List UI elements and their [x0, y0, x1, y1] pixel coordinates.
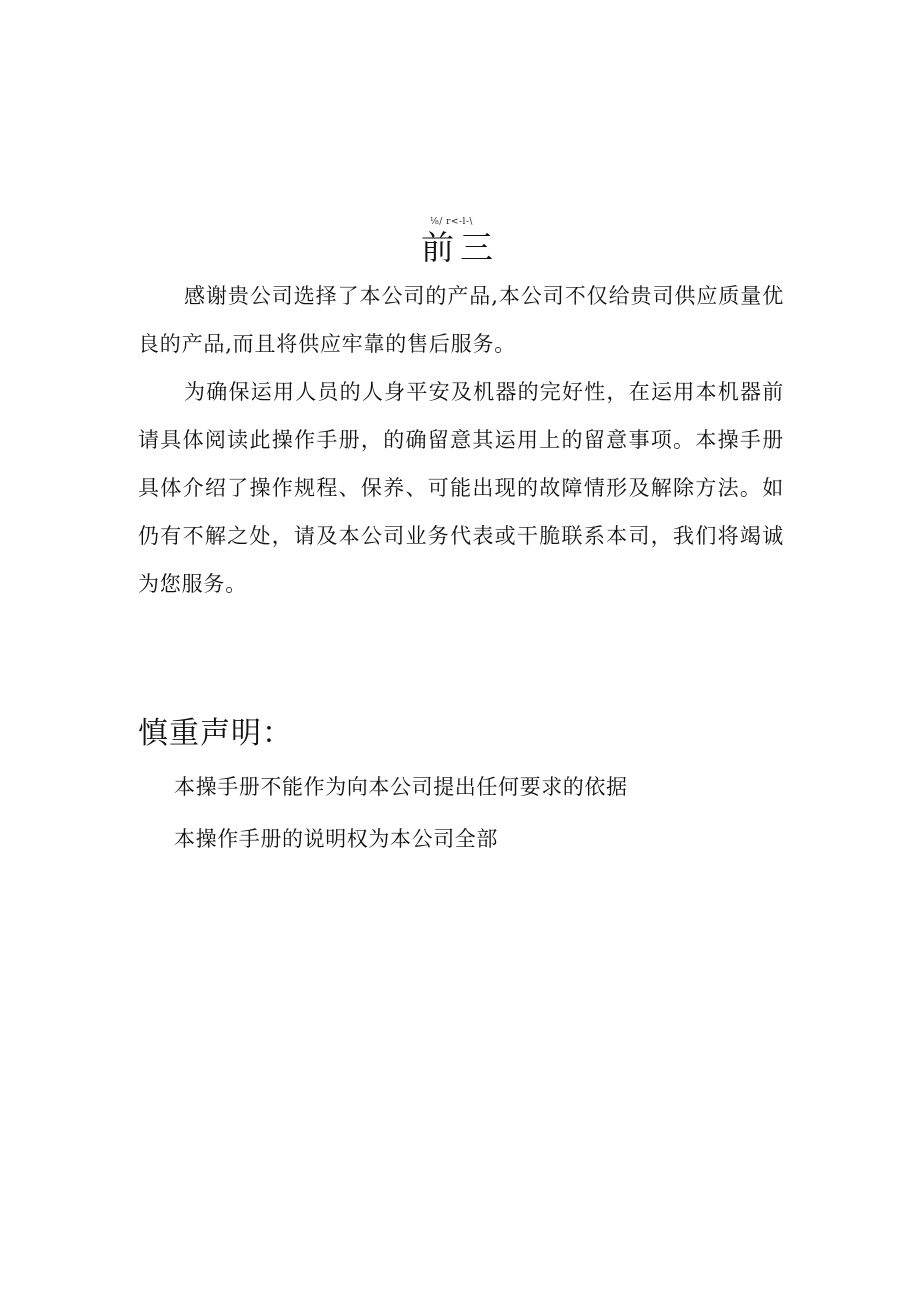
statement-line: 本操作手册的说明权为本公司全部	[174, 827, 498, 851]
usage-paragraph: 为确保运用人员的人身平安及机器的完好性，在运用本机器前请具体阅读此操作手册，的确留意其运用上的留意事项。本操手册具体介绍了操作规程、保养、可能出现的故障情形及解除方法。如仍有不解之处，请及本公司业务代表或干脆联系本司，我们将竭诚为您服务。	[138, 380, 784, 596]
statement-line: 本操手册不能作为向本公司提出任何要求的依据	[174, 775, 628, 799]
page-title: 前三	[421, 228, 499, 267]
page-mark: ⅛/ r<-l-\	[430, 217, 473, 227]
intro-paragraph: 感谢贵公司选择了本公司的产品,本公司不仅给贵司供应质量优良的产品,而且将供应牢靠的售后服务。	[138, 284, 784, 356]
statement-heading: 慎重声明：	[138, 716, 293, 751]
